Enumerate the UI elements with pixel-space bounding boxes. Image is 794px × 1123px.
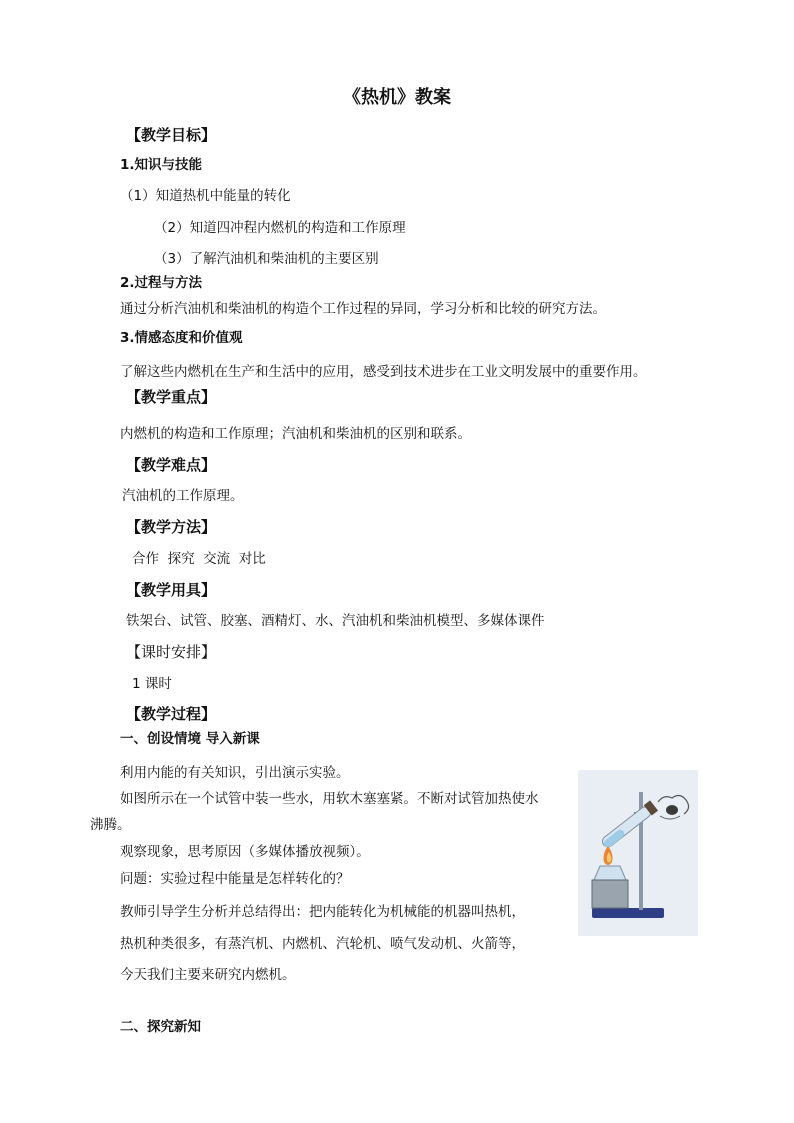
paragraph-5: 教师引导学生分析并总结得出：把内能转化为机械能的机器叫热机， [120, 904, 525, 920]
objective-item-2: （2）知道四冲程内燃机的构造和工作原理 [154, 220, 406, 236]
objective-item-1: （1）知道热机中能量的转化 [120, 188, 291, 204]
support-block [592, 880, 628, 908]
experiment-illustration [578, 770, 698, 936]
paragraph-1: 利用内能的有关知识，引出演示实验。 [120, 765, 350, 781]
paragraph-6: 热机种类很多，有蒸汽机、内燃机、汽轮机、喷气发动机、火箭等， [120, 936, 525, 952]
alcohol-lamp [594, 866, 626, 880]
paragraph-2b: 沸腾。 [90, 817, 131, 833]
page-title: 《热机》教案 [343, 87, 451, 108]
part-two-heading: 二、探究新知 [120, 1019, 201, 1035]
method-text: 合作 探究 交流 对比 [132, 551, 266, 567]
flying-cork [666, 805, 678, 815]
paragraph-3: 观察现象，思考原因（多媒体播放视频）。 [120, 844, 370, 860]
stand-base [592, 908, 664, 918]
values-text: 了解这些内燃机在生产和生活中的应用，感受到技术进步在工业文明发展中的重要作用。 [120, 364, 647, 380]
objective-item-3: （3）了解汽油机和柴油机的主要区别 [154, 251, 379, 267]
heading-difficulty: 【教学难点】 [126, 456, 217, 474]
part-one-heading: 一、创设情境 导入新课 [120, 731, 260, 747]
paragraph-7: 今天我们主要来研究内燃机。 [120, 967, 296, 983]
subheading-values: 3.情感态度和价值观 [120, 330, 243, 346]
heading-schedule: 【课时安排】 [126, 643, 217, 661]
heading-teaching-process: 【教学过程】 [126, 705, 217, 723]
heading-method: 【教学方法】 [126, 518, 217, 536]
tools-text: 铁架台、试管、胶塞、酒精灯、水、汽油机和柴油机模型、多媒体课件 [126, 613, 545, 629]
key-points-text: 内燃机的构造和工作原理；汽油机和柴油机的区别和联系。 [120, 426, 471, 442]
difficulty-text: 汽油机的工作原理。 [122, 488, 244, 504]
heading-key-points: 【教学重点】 [126, 388, 217, 406]
paragraph-2a: 如图所示在一个试管中装一些水，用软木塞塞紧。不断对试管加热使水 [120, 791, 539, 807]
subheading-process-method: 2.过程与方法 [120, 275, 203, 291]
paragraph-4: 问题：实验过程中能量是怎样转化的？ [120, 871, 350, 887]
process-method-text: 通过分析汽油机和柴油机的构造个工作过程的异同，学习分析和比较的研究方法。 [120, 301, 606, 317]
heading-objectives: 【教学目标】 [126, 126, 217, 144]
heading-tools: 【教学用具】 [126, 581, 217, 599]
schedule-text: 1 课时 [132, 676, 172, 692]
subheading-knowledge: 1.知识与技能 [120, 157, 203, 173]
